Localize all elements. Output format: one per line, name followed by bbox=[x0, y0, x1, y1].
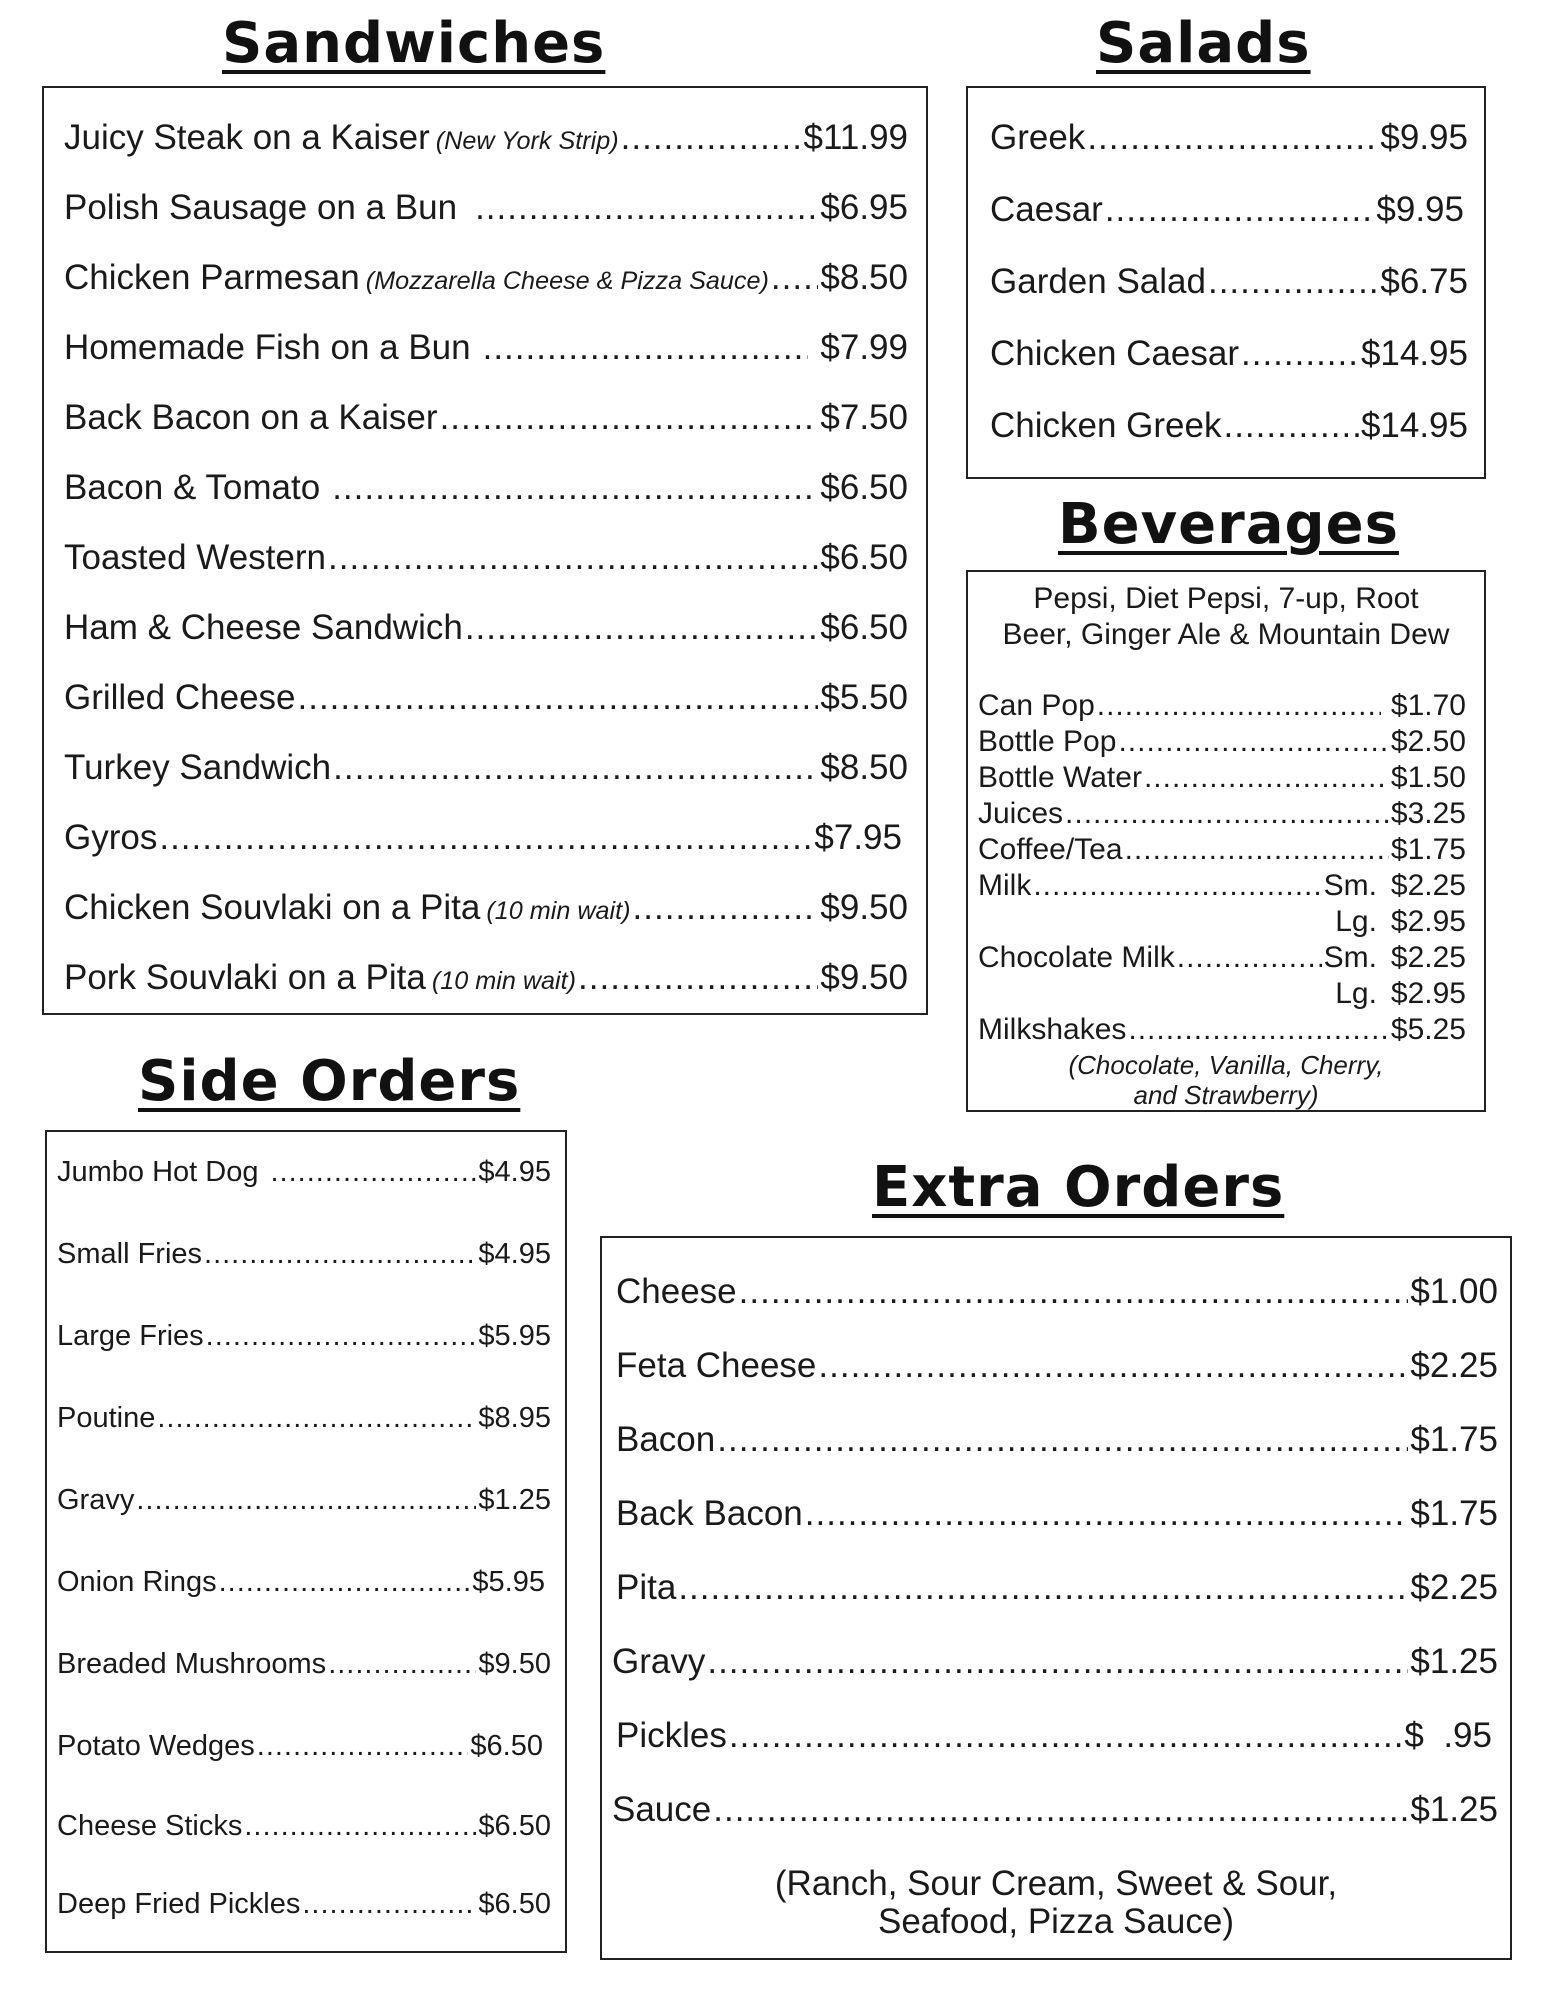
dot-leader bbox=[678, 1568, 1408, 1608]
menu-item-row bbox=[57, 1730, 543, 1763]
menu-item-row bbox=[990, 262, 1468, 302]
menu-item-row bbox=[57, 1888, 551, 1921]
item-name: Polish Sausage on a Bun bbox=[64, 188, 458, 227]
item-price: $6.50 bbox=[820, 468, 908, 507]
dot-leader bbox=[244, 1810, 476, 1843]
menu-item-row bbox=[64, 818, 902, 858]
item-price: $2.95 bbox=[1390, 977, 1466, 1010]
item-name: Breaded Mushrooms bbox=[57, 1648, 327, 1680]
beverage-row bbox=[978, 904, 1466, 940]
size-label: Sm. bbox=[1323, 941, 1377, 974]
dot-leader bbox=[1177, 940, 1322, 976]
item-price: $11.99 bbox=[803, 118, 908, 157]
menu-item-row bbox=[64, 258, 908, 298]
item-name: Caesar bbox=[990, 190, 1103, 229]
item-name: Ham & Cheese Sandwich bbox=[64, 608, 463, 647]
item-price: $6.50 bbox=[820, 608, 908, 647]
item-price: $7.95 bbox=[814, 818, 902, 857]
extra-orders-heading: Extra Orders bbox=[872, 1155, 1285, 1220]
salads-heading: Salads bbox=[1096, 11, 1311, 76]
item-note: (New York Strip) bbox=[435, 127, 619, 155]
item-name: Large Fries bbox=[57, 1320, 204, 1352]
menu-item-row bbox=[990, 334, 1468, 374]
size-label: Lg. bbox=[1335, 905, 1377, 938]
menu-item-row bbox=[64, 118, 908, 158]
item-price: $2.50 bbox=[1390, 725, 1466, 758]
item-name: Bacon & Tomato bbox=[64, 468, 321, 507]
menu-item-row bbox=[57, 1810, 551, 1843]
item-price: $5.50 bbox=[820, 678, 908, 717]
dot-leader bbox=[302, 1888, 476, 1921]
item-name: Grilled Cheese bbox=[64, 678, 296, 717]
item-price: $14.95 bbox=[1360, 406, 1468, 445]
item-name: Milkshakes bbox=[978, 1013, 1127, 1046]
item-name: Gravy bbox=[612, 1642, 706, 1681]
dot-leader bbox=[219, 1566, 471, 1599]
dot-leader bbox=[1065, 796, 1389, 832]
item-price: $2.25 bbox=[1410, 1568, 1498, 1607]
dot-leader bbox=[1033, 868, 1321, 904]
item-price: $1.75 bbox=[1390, 833, 1466, 866]
item-name: Bottle Pop bbox=[978, 725, 1117, 758]
item-price: $1.70 bbox=[1390, 689, 1466, 722]
side-orders-heading: Side Orders bbox=[138, 1049, 521, 1114]
item-price: $6.50 bbox=[478, 1888, 551, 1920]
dot-leader bbox=[159, 818, 812, 858]
menu-item-row bbox=[57, 1320, 551, 1353]
item-name: Poutine bbox=[57, 1402, 156, 1434]
item-price: $9.50 bbox=[478, 1648, 551, 1680]
item-name: Toasted Western bbox=[64, 538, 326, 577]
item-price: $6.50 bbox=[470, 1730, 543, 1762]
dot-leader bbox=[257, 1730, 469, 1763]
beverage-row bbox=[978, 832, 1466, 868]
dot-leader bbox=[771, 258, 819, 298]
menu-item-row bbox=[57, 1566, 545, 1599]
item-price: $8.50 bbox=[820, 748, 908, 787]
item-name: Small Fries bbox=[57, 1238, 203, 1270]
item-name: Homemade Fish on a Bun bbox=[64, 328, 471, 367]
dot-leader bbox=[1223, 406, 1358, 446]
dot-leader bbox=[271, 1156, 477, 1189]
item-name: Can Pop bbox=[978, 689, 1095, 722]
dot-leader bbox=[333, 748, 818, 788]
menu-item-row bbox=[64, 748, 908, 788]
dot-leader bbox=[206, 1320, 477, 1353]
item-price: $6.50 bbox=[820, 538, 908, 577]
menu-item-row bbox=[616, 1346, 1498, 1386]
item-price: $2.95 bbox=[1390, 905, 1466, 938]
item-name: Sauce bbox=[612, 1790, 712, 1829]
menu-item-row bbox=[64, 608, 908, 648]
item-name: Juicy Steak on a Kaiser bbox=[64, 118, 430, 157]
menu-item-row bbox=[57, 1238, 551, 1271]
beverage-intro-line: Pepsi, Diet Pepsi, 7-up, Root bbox=[1033, 582, 1419, 615]
beverage-row bbox=[978, 724, 1466, 760]
menu-item-row bbox=[64, 888, 908, 928]
item-price: $1.25 bbox=[478, 1484, 551, 1516]
item-name: Chicken Greek bbox=[990, 406, 1222, 445]
menu-item-row bbox=[612, 1642, 1498, 1682]
item-price: $4.95 bbox=[478, 1156, 551, 1188]
extra-orders-box bbox=[600, 1236, 1512, 1960]
dot-leader bbox=[1118, 724, 1388, 760]
item-price: $3.25 bbox=[1390, 797, 1466, 830]
item-price: $2.25 bbox=[1390, 869, 1466, 902]
item-price: $7.50 bbox=[820, 398, 908, 437]
item-name: Back Bacon bbox=[616, 1494, 803, 1533]
dot-leader bbox=[578, 958, 818, 998]
dot-leader bbox=[465, 608, 819, 648]
sandwiches-box bbox=[42, 86, 928, 1015]
menu-item-row bbox=[57, 1648, 551, 1681]
item-price: $2.25 bbox=[1390, 941, 1466, 974]
dot-leader bbox=[818, 1346, 1408, 1386]
dot-leader bbox=[475, 188, 818, 228]
menu-item-row bbox=[64, 468, 908, 508]
beverage-row bbox=[978, 688, 1466, 724]
item-name: Feta Cheese bbox=[616, 1346, 817, 1385]
item-name: Chicken Caesar bbox=[990, 334, 1239, 373]
item-name: Cheese bbox=[616, 1272, 737, 1311]
dot-leader bbox=[328, 538, 818, 578]
item-price: $6.50 bbox=[478, 1810, 551, 1842]
dot-leader bbox=[136, 1484, 476, 1517]
dot-leader bbox=[633, 888, 819, 928]
size-label: Lg. bbox=[1335, 977, 1377, 1010]
item-name: Juices bbox=[978, 797, 1064, 830]
milkshake-flavors: and Strawberry) bbox=[1133, 1080, 1319, 1110]
salads-box bbox=[966, 86, 1486, 479]
menu-item-row bbox=[57, 1402, 551, 1435]
side-orders-box bbox=[45, 1130, 567, 1953]
item-name: Deep Fried Pickles bbox=[57, 1888, 301, 1920]
item-name: Milk bbox=[978, 869, 1032, 902]
item-price: $ .95 bbox=[1404, 1716, 1492, 1755]
sauce-options-note: (Ranch, Sour Cream, Sweet & Sour, bbox=[774, 1864, 1338, 1903]
beverage-intro-line: Beer, Ginger Ale & Mountain Dew bbox=[1002, 618, 1450, 651]
item-name: Turkey Sandwich bbox=[64, 748, 332, 787]
dot-leader bbox=[157, 1402, 476, 1435]
item-price: $2.25 bbox=[1410, 1346, 1498, 1385]
dot-leader bbox=[739, 1272, 1409, 1312]
item-name: Pita bbox=[616, 1568, 677, 1607]
beverages-heading: Beverages bbox=[1058, 492, 1399, 557]
item-price: $5.95 bbox=[472, 1566, 545, 1598]
item-price: $8.95 bbox=[478, 1402, 551, 1434]
beverage-row bbox=[978, 760, 1466, 796]
item-price: $9.95 bbox=[1380, 118, 1468, 157]
item-name: Bottle Water bbox=[978, 761, 1142, 794]
dot-leader bbox=[707, 1642, 1408, 1682]
item-name: Jumbo Hot Dog bbox=[57, 1156, 259, 1188]
item-price: $7.99 bbox=[820, 328, 908, 367]
dot-leader bbox=[1144, 760, 1389, 796]
menu-item-row bbox=[990, 406, 1468, 446]
menu-item-row bbox=[64, 188, 908, 228]
beverage-row bbox=[978, 796, 1466, 832]
dot-leader bbox=[298, 678, 819, 718]
menu-item-row bbox=[616, 1494, 1498, 1534]
menu-item-row bbox=[64, 398, 908, 438]
item-price: $1.50 bbox=[1390, 761, 1466, 794]
item-name: Gyros bbox=[64, 818, 158, 857]
dot-leader bbox=[717, 1420, 1408, 1460]
beverage-row bbox=[978, 868, 1466, 904]
item-price: $5.25 bbox=[1390, 1013, 1466, 1046]
item-name: Pork Souvlaki on a Pita bbox=[64, 958, 426, 997]
beverages-box bbox=[966, 570, 1486, 1112]
sandwiches-heading: Sandwiches bbox=[222, 11, 606, 76]
dot-leader bbox=[1208, 262, 1378, 302]
item-price: $9.50 bbox=[820, 958, 908, 997]
dot-leader bbox=[805, 1494, 1409, 1534]
dot-leader bbox=[621, 118, 802, 158]
beverage-row bbox=[978, 940, 1466, 976]
item-price: $6.75 bbox=[1380, 262, 1468, 301]
menu-item-row bbox=[57, 1156, 551, 1189]
item-price: $14.95 bbox=[1360, 334, 1468, 373]
menu-item-row bbox=[64, 538, 908, 578]
item-name: Back Bacon on a Kaiser bbox=[64, 398, 438, 437]
dot-leader bbox=[1125, 832, 1389, 868]
item-name: Greek bbox=[990, 118, 1086, 157]
item-price: $1.00 bbox=[1410, 1272, 1498, 1311]
dot-leader bbox=[713, 1790, 1408, 1830]
dot-leader bbox=[1241, 334, 1359, 374]
item-name: Chicken Souvlaki on a Pita bbox=[64, 888, 481, 927]
menu-item-row bbox=[64, 678, 908, 718]
item-price: $1.75 bbox=[1410, 1494, 1498, 1533]
item-name: Chicken Parmesan bbox=[64, 258, 360, 297]
dot-leader bbox=[483, 328, 809, 368]
item-name: Chocolate Milk bbox=[978, 941, 1175, 974]
item-name: Gravy bbox=[57, 1484, 135, 1516]
item-name: Pickles bbox=[616, 1716, 727, 1755]
item-price: $5.95 bbox=[478, 1320, 551, 1352]
dot-leader bbox=[328, 1648, 476, 1681]
menu-item-row bbox=[990, 118, 1468, 158]
dot-leader bbox=[332, 468, 818, 508]
menu-item-row bbox=[57, 1484, 551, 1517]
dot-leader bbox=[1105, 190, 1375, 230]
dot-leader bbox=[729, 1716, 1403, 1756]
item-name: Coffee/Tea bbox=[978, 833, 1123, 866]
item-price: $4.95 bbox=[478, 1238, 551, 1270]
item-name: Bacon bbox=[616, 1420, 716, 1459]
dot-leader bbox=[204, 1238, 476, 1271]
item-name: Cheese Sticks bbox=[57, 1810, 243, 1842]
menu-item-row bbox=[64, 958, 908, 998]
item-price: $9.95 bbox=[1376, 190, 1464, 229]
sauce-options-note: Seafood, Pizza Sauce) bbox=[877, 1902, 1235, 1941]
item-name: Onion Rings bbox=[57, 1566, 217, 1598]
menu-item-row bbox=[616, 1568, 1498, 1608]
item-price: $9.50 bbox=[820, 888, 908, 927]
size-label: Sm. bbox=[1323, 869, 1377, 902]
dot-leader bbox=[1097, 688, 1381, 724]
item-price: $1.75 bbox=[1410, 1420, 1498, 1459]
dot-leader bbox=[440, 398, 819, 438]
menu-item-row bbox=[64, 328, 908, 368]
menu-item-row bbox=[616, 1272, 1498, 1312]
milkshake-flavors: (Chocolate, Vanilla, Cherry, bbox=[1068, 1050, 1384, 1080]
item-note: (10 min wait) bbox=[486, 897, 631, 925]
item-name: Potato Wedges bbox=[57, 1730, 255, 1762]
item-name: Garden Salad bbox=[990, 262, 1206, 301]
item-price: $1.25 bbox=[1410, 1790, 1498, 1829]
beverage-row bbox=[978, 1012, 1466, 1048]
menu-item-row bbox=[612, 1790, 1498, 1830]
menu-item-row bbox=[616, 1420, 1498, 1460]
item-price: $1.25 bbox=[1410, 1642, 1498, 1681]
item-note: (Mozzarella Cheese & Pizza Sauce) bbox=[365, 267, 769, 295]
dot-leader bbox=[1087, 118, 1378, 158]
menu-item-row bbox=[990, 190, 1464, 230]
item-price: $6.95 bbox=[820, 188, 908, 227]
item-price: $8.50 bbox=[820, 258, 908, 297]
item-note: (10 min wait) bbox=[431, 967, 577, 995]
beverage-row bbox=[978, 976, 1466, 1012]
menu-item-row bbox=[616, 1716, 1492, 1756]
dot-leader bbox=[1128, 1012, 1389, 1048]
